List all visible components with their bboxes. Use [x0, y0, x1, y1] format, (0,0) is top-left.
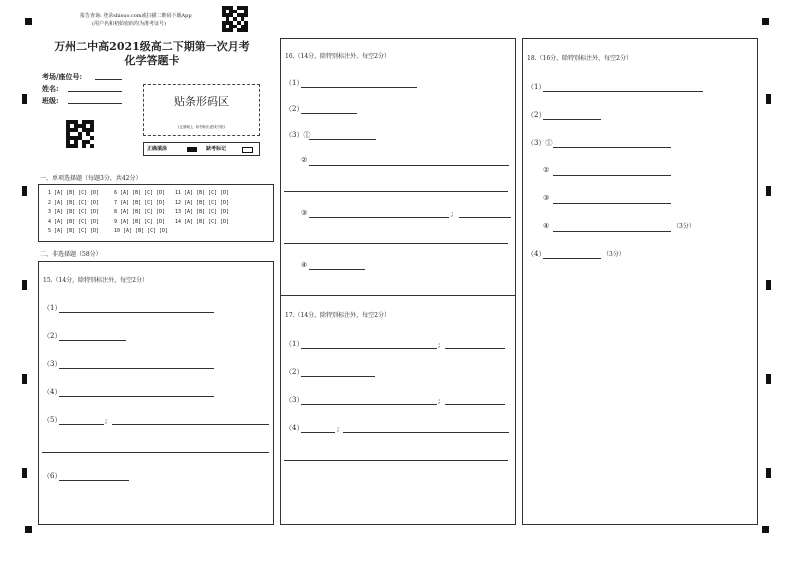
choice-row[interactable]: 11 [A] [B] [C] [D] [175, 190, 230, 196]
q18-part4-score: （3分） [603, 251, 625, 258]
question-17-box [280, 295, 516, 525]
q15-answer-3[interactable] [59, 368, 214, 369]
q15-answer-4[interactable] [59, 396, 214, 397]
timing-mark [22, 280, 27, 290]
q17-header: 17.（14分，除特别标注外，每空2分） [285, 312, 390, 319]
choice-row[interactable]: 9 [A] [B] [C] [D] [114, 218, 166, 225]
timing-mark [22, 374, 27, 384]
q16-answer-3-2b[interactable] [284, 191, 508, 192]
q18-answer-3-3[interactable] [553, 203, 671, 204]
q16-part1-label: （1） [285, 79, 304, 87]
exam-subtitle: 化学答题卡 [124, 54, 180, 67]
q17-answer-1b[interactable] [445, 348, 505, 349]
registration-mark [762, 18, 769, 25]
q15-part4-label: （4） [43, 388, 62, 396]
legend-absent-label: 缺考标记 [206, 146, 227, 152]
q17-semicolon-3: ; [438, 397, 441, 405]
name-label: 姓名: [42, 84, 59, 93]
q17-semicolon-1: ; [438, 341, 441, 349]
fill-legend [143, 142, 260, 156]
report-notice-line2: (用户名和初始密码均为准考证号) [92, 21, 166, 27]
barcode-hint: (正面朝上, 切勿贴出虚线方框) [178, 125, 225, 129]
q16-part3-label: （3）① [285, 131, 311, 139]
exam-seat-field[interactable] [95, 79, 122, 80]
registration-mark [25, 18, 32, 25]
q18-answer-3-4[interactable] [553, 231, 671, 232]
timing-mark [766, 468, 771, 478]
q18-circle4-score: （3分） [673, 223, 695, 230]
q15-semicolon: ; [105, 417, 108, 425]
section2-title: 二、非选择题（58分） [40, 251, 102, 258]
choice-column-1 [48, 189, 99, 237]
q17-part3-label: （3） [285, 396, 304, 404]
q16-part2-label: （2） [285, 105, 304, 113]
q18-part4-label: （4） [527, 250, 546, 258]
q15-answer-6[interactable] [59, 480, 129, 481]
q15-answer-5a[interactable] [59, 424, 104, 425]
choice-row[interactable]: 5 [A] [B] [C] [D] [48, 228, 100, 234]
q18-answer-3-2[interactable] [553, 175, 671, 176]
timing-mark [766, 186, 771, 196]
q16-answer-3-2a[interactable] [309, 165, 509, 166]
q18-circle3-label: ③ [543, 194, 550, 202]
app-qr-code [222, 6, 248, 32]
q17-answer-2[interactable] [301, 376, 375, 377]
q16-circle4-label: ④ [301, 261, 308, 269]
q18-circle4-label: ④ [543, 222, 550, 230]
q15-part1-label: （1） [43, 304, 62, 312]
q18-circle2-label: ② [543, 166, 550, 174]
question-16-box [280, 38, 516, 296]
q16-circle3-label: ③ [301, 209, 308, 217]
q16-semicolon: ; [451, 210, 454, 218]
registration-mark [762, 526, 769, 533]
q16-answer-1[interactable] [301, 87, 417, 88]
q16-header: 16.（14分，除特别标注外，每空2分） [285, 53, 390, 60]
q17-answer-3b[interactable] [445, 404, 505, 405]
choice-column-3 [175, 189, 229, 227]
q17-answer-1a[interactable] [301, 348, 437, 349]
q15-part5-label: （5） [43, 416, 62, 424]
timing-mark [22, 468, 27, 478]
choice-row[interactable]: 4 [A] [B] [C] [D] [48, 218, 100, 225]
exam-seat-label: 考场/座位号: [42, 72, 83, 81]
choice-row[interactable]: 13 [A] [B] [C] [D] [175, 209, 230, 215]
q18-part1-label: （1） [527, 83, 546, 91]
section1-title: 一、单项选择题（每题3分，共42分） [40, 175, 142, 182]
class-field[interactable] [68, 103, 122, 104]
choice-row[interactable]: 8 [A] [B] [C] [D] [114, 209, 166, 215]
q18-answer-1[interactable] [543, 91, 703, 92]
timing-mark [766, 94, 771, 104]
q16-answer-2[interactable] [301, 113, 357, 114]
q17-part1-label: （1） [285, 340, 304, 348]
filled-bubble-icon [187, 147, 197, 152]
q17-answer-4c[interactable] [284, 460, 508, 461]
choice-row[interactable]: 2 [A] [B] [C] [D] [48, 199, 100, 206]
student-qr-code [66, 120, 94, 148]
q15-part6-label: （6） [43, 472, 62, 480]
choice-row[interactable]: 6 [A] [B] [C] [D] [114, 190, 166, 196]
q15-header: 15.（14分，除特别标注外，每空2分） [43, 277, 148, 284]
name-field[interactable] [68, 91, 122, 92]
choice-row[interactable]: 3 [A] [B] [C] [D] [48, 209, 100, 215]
q17-answer-4b[interactable] [343, 432, 509, 433]
q18-answer-3-1[interactable] [553, 147, 671, 148]
q17-part4-label: （4） [285, 424, 304, 432]
q16-circle2-label: ② [301, 156, 308, 164]
q16-answer-3-1[interactable] [309, 139, 376, 140]
q16-answer-3-3c[interactable] [284, 243, 508, 244]
legend-correct-label: 正确填涂 [147, 146, 168, 152]
choice-row[interactable]: 1 [A] [B] [C] [D] [48, 190, 100, 196]
timing-mark [766, 374, 771, 384]
q16-answer-3-4[interactable] [309, 269, 365, 270]
q17-semicolon-4: ; [337, 425, 340, 433]
barcode-label: 贴条形码区 [174, 95, 229, 108]
absent-mark-checkbox[interactable] [242, 147, 253, 153]
q17-answer-3a[interactable] [301, 404, 437, 405]
class-label: 班级: [42, 96, 59, 105]
q15-answer-5c[interactable] [42, 452, 269, 453]
q16-answer-3-3a[interactable] [309, 217, 449, 218]
choice-row[interactable]: 14 [A] [B] [C] [D] [175, 218, 230, 225]
q18-answer-4[interactable] [543, 258, 601, 259]
q17-part2-label: （2） [285, 368, 304, 376]
barcode-area [143, 84, 260, 136]
report-notice-line1: 报告查询: 登录shisuo.com或扫描二维码下载App [80, 13, 192, 19]
choice-row[interactable]: 7 [A] [B] [C] [D] [114, 199, 166, 206]
timing-mark [22, 94, 27, 104]
registration-mark [25, 526, 32, 533]
choice-row[interactable]: 12 [A] [B] [C] [D] [175, 199, 230, 206]
q18-header: 18.（16分，除特别标注外，每空2分） [527, 55, 632, 62]
exam-title: 万州二中高2021级高二下期第一次月考 [54, 40, 250, 53]
choice-answer-box [38, 184, 274, 242]
q15-answer-1[interactable] [59, 312, 214, 313]
q18-answer-2[interactable] [543, 119, 601, 120]
q17-answer-4a[interactable] [301, 432, 335, 433]
q15-answer-2[interactable] [59, 340, 126, 341]
choice-row[interactable]: 10 [A] [B] [C] [D] [114, 228, 169, 234]
q18-part2-label: （2） [527, 111, 546, 119]
timing-mark [766, 280, 771, 290]
q16-answer-3-3b[interactable] [459, 217, 511, 218]
q15-part3-label: （3） [43, 360, 62, 368]
q15-part2-label: （2） [43, 332, 62, 340]
timing-mark [22, 186, 27, 196]
q18-part3-label: （3）① [527, 139, 553, 147]
question-15-box [38, 261, 274, 525]
question-18-box [522, 38, 758, 525]
choice-column-2 [114, 189, 168, 237]
q15-answer-5b[interactable] [112, 424, 269, 425]
